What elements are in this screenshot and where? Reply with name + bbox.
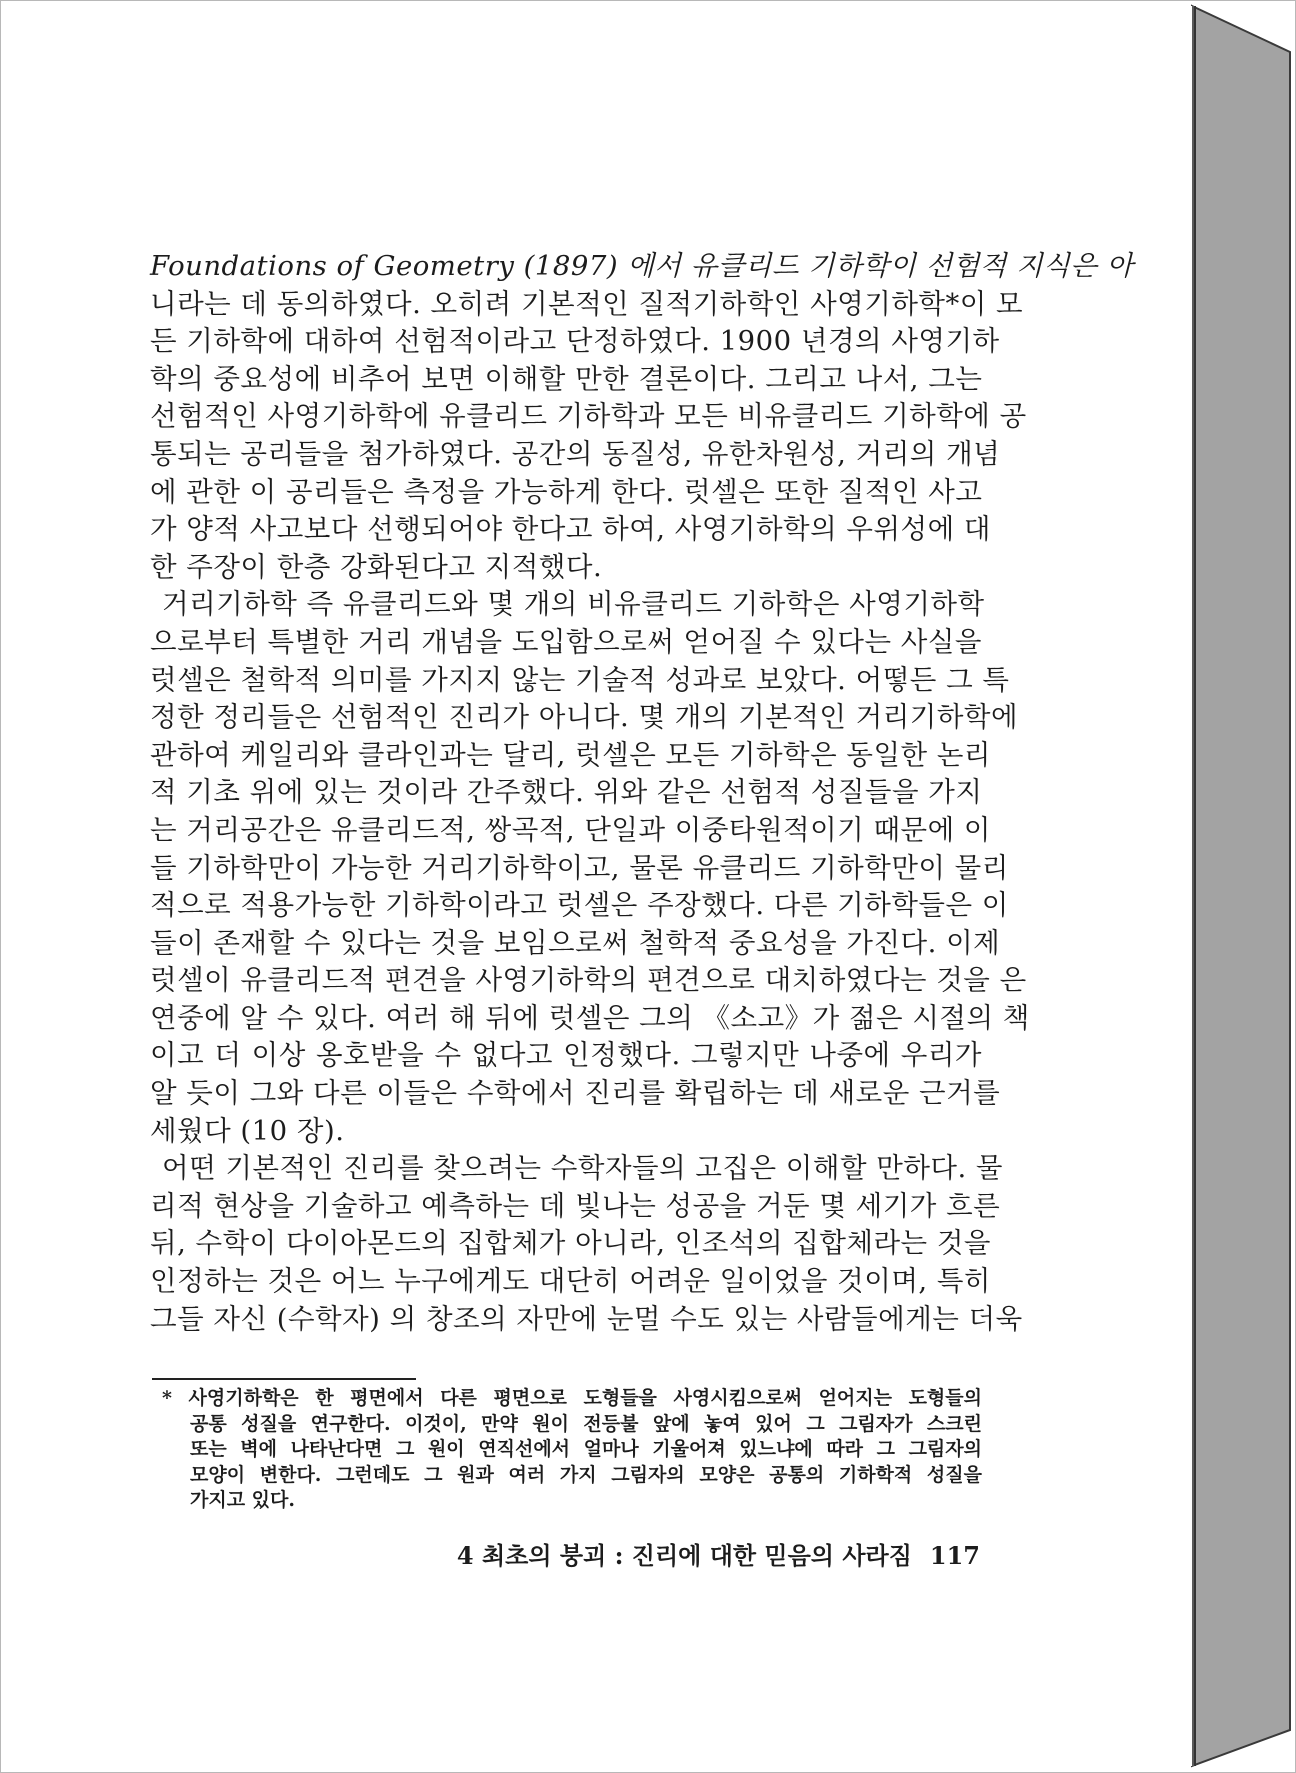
- body-line: 한 주장이 한층 강화된다고 지적했다.: [150, 550, 603, 583]
- body-line: 뒤, 수학이 다이아몬드의 집합체가 아니라, 인조석의 집합체라는 것을: [150, 1227, 991, 1260]
- footnote: [162, 1386, 982, 1514]
- body-line: 적으로 적용가능한 기하학이라고 럿셀은 주장했다. 다른 기하학들은 이: [150, 889, 1009, 922]
- body-line: 니라는 데 동의하였다. 오히려 기본적인 질적기하학인 사영기하학*이 모: [150, 287, 1024, 320]
- footnote-line: 모양이 변한다. 그런데도 그 원과 여러 가지 그림자의 모양은 공통의 기하학적 성질을: [190, 1463, 982, 1486]
- body-line: 리적 현상을 기술하고 예측하는 데 빛나는 성공을 거둔 몇 세기가 흐른: [150, 1189, 1001, 1222]
- body-line: 으로부터 특별한 거리 개념을 도입함으로써 얻어질 수 있다는 사실을: [150, 625, 982, 658]
- body-line: 적 기초 위에 있는 것이라 간주했다. 위와 같은 선험적 성질들을 가지: [150, 776, 983, 809]
- body-line: 관하여 케일리와 클라인과는 달리, 럿셀은 모든 기하학은 동일한 논리: [150, 738, 991, 771]
- body-line: 에 관한 이 공리들은 측정을 가능하게 한다. 럿셀은 또한 질적인 사고: [150, 475, 983, 508]
- body-line: 럿셀이 유클리드적 편견을 사영기하학의 편견으로 대치하였다는 것을 은: [150, 964, 1027, 997]
- running-footer: [450, 1536, 980, 1571]
- body-line: 알 듯이 그와 다른 이들은 수학에서 진리를 확립하는 데 새로운 근거를: [150, 1077, 1001, 1110]
- body-line: Foundations of Geometry (1897) 에서 유클리드 기하학이 선험적 지식은 아: [150, 250, 1134, 282]
- body-line: 학의 중요성에 비추어 보면 이해할 만한 결론이다. 그리고 나서, 그는: [150, 362, 983, 395]
- body-line: 이고 더 이상 옹호받을 수 없다고 인정했다. 그렇지만 나중에 우리가: [150, 1039, 982, 1072]
- body-line: 정한 정리들은 선험적인 진리가 아니다. 몇 개의 기본적인 거리기하학에: [150, 701, 1019, 734]
- body-line: 들 기하학만이 가능한 거리기하학이고, 물론 유클리드 기하학만이 물리: [150, 851, 1009, 884]
- footnote-rule: [152, 1378, 416, 1380]
- body-line: 세웠다 (10 장).: [150, 1114, 345, 1147]
- body-line: 가 양적 사고보다 선행되어야 한다고 하여, 사영기하학의 우위성에 대: [150, 513, 991, 546]
- footnote-line: 가지고 있다.: [190, 1489, 295, 1512]
- footnote-line: 또는 벽에 나타난다면 그 원이 연직선에서 얼마나 기울어져 있느냐에 따라 그 그림자의: [190, 1438, 982, 1461]
- footnote-line: 공통 성질을 연구한다. 이것이, 만약 원이 전등불 앞에 놓여 있어 그 그림자가 스크린: [190, 1412, 982, 1435]
- body-line: 연중에 알 수 있다. 여러 해 뒤에 럿셀은 그의 《소고》가 젊은 시절의 책: [150, 1001, 1030, 1034]
- page-number: 117: [929, 1541, 980, 1570]
- body-line: 통되는 공리들을 첨가하였다. 공간의 동질성, 유한차원성, 거리의 개념: [150, 437, 1001, 470]
- body-line: 거리기하학 즉 유클리드와 몇 개의 비유클리드 기하학은 사영기하학: [162, 588, 985, 621]
- body-line: 든 기하학에 대하여 선험적이라고 단정하였다. 1900 년경의 사영기하: [150, 325, 1000, 358]
- body-line: 선험적인 사영기하학에 유클리드 기하학과 모든 비유클리드 기하학에 공: [150, 400, 1027, 433]
- body-text: [150, 248, 1134, 1338]
- body-line: 그들 자신 (수학자) 의 창조의 자만에 눈멀 수도 있는 사람들에게는 더욱: [150, 1302, 1023, 1335]
- body-line: 는 거리공간은 유클리드적, 쌍곡적, 단일과 이중타원적이기 때문에 이: [150, 813, 991, 846]
- body-line: 어떤 기본적인 진리를 찾으려는 수학자들의 고집은 이해할 만하다. 물: [162, 1152, 1003, 1185]
- body-line: 인정하는 것은 어느 누구에게도 대단히 어려운 일이었을 것이며, 특히: [150, 1265, 991, 1298]
- footnote-line: * 사영기하학은 한 평면에서 다른 평면으로 도형들을 사영시킴으로써 얻어지는 도형들의: [162, 1387, 982, 1409]
- body-line: 럿셀은 철학적 의미를 가지지 않는 기술적 성과로 보았다. 어떻든 그 특: [150, 663, 1010, 696]
- running-head-title: 4 최초의 붕괴 : 진리에 대한 믿음의 사라짐: [456, 1541, 912, 1570]
- body-line: 들이 존재할 수 있다는 것을 보임으로써 철학적 중요성을 가진다. 이제: [150, 926, 1001, 959]
